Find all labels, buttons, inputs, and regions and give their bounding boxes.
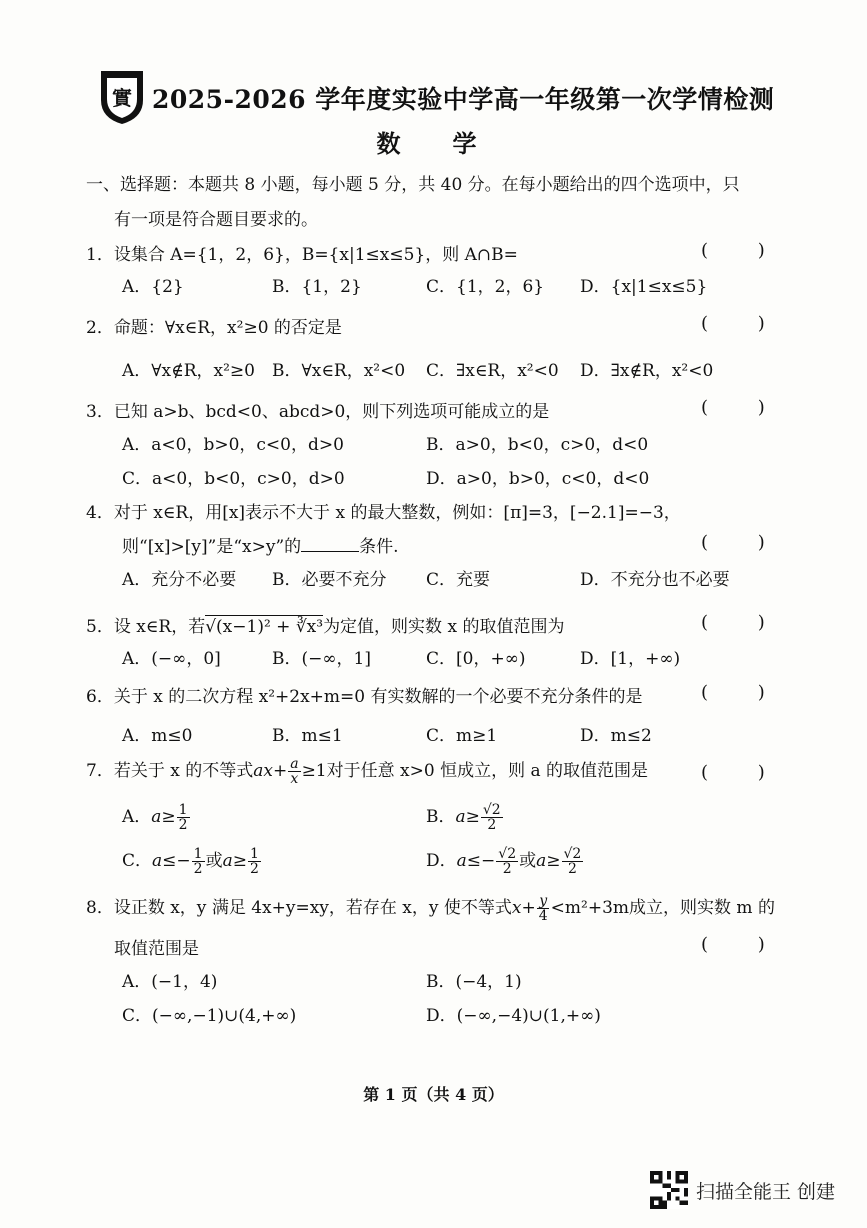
q2-option-b: B．∀x∈R，x²<0 (272, 361, 406, 381)
question-8-stem: 8．设正数 x，y 满足 4x+y=xy，若存在 x，y 使不等式x+ $\frac{y}{4}$ <m²+3m成立，则实数 m 的 (86, 893, 775, 924)
q7-option-c: C．a≤− $\frac{1}{2}$ 或a≥ $\frac{1}{2}$ (122, 846, 259, 877)
answer-paren: ( ) (701, 682, 787, 703)
q6-option-d: D．m≤2 (580, 726, 652, 746)
answer-blank (301, 537, 359, 552)
fraction-y-over-4: $\frac{y}{4}$ (538, 893, 548, 924)
q7-option-b: B．a≥ $\frac{√2}{2}$ (426, 802, 501, 833)
answer-paren: ( ) (701, 532, 787, 553)
fraction-a-over-x: $\frac{a}{x}$ (290, 756, 299, 787)
q1-option-d: D．{x|1≤x≤5} (580, 277, 708, 297)
answer-paren: ( ) (701, 313, 787, 334)
q4-stem-part: 条件. (359, 537, 399, 557)
q8-stem-part: <m²+3m成立，则实数 m 的 (550, 898, 775, 918)
scanner-watermark (650, 1171, 835, 1209)
section-instructions-line2: 有一项是符合题目要求的。 (114, 210, 318, 230)
page-number: 第 1 页（共 4 页） (363, 1085, 504, 1104)
q5-option-a: A．(−∞，0] (122, 649, 221, 669)
svg-text:實: 實 (112, 86, 132, 110)
question-4-stem: 4．对于 x∈R，用[x]表示不大于 x 的最大整数，例如：[π]=3，[−2.1]=−3， (86, 503, 681, 523)
subject-title: 数 学 (376, 129, 491, 158)
question-6-stem: 6．关于 x 的二次方程 x²+2x+m=0 有实数解的一个必要不充分条件的是 (86, 687, 643, 707)
q8-option-d: D．(−∞,−4)∪(1,+∞) (426, 1006, 601, 1026)
q2-option-a: A．∀x∉R，x²≥0 (122, 361, 255, 381)
answer-paren: ( ) (701, 397, 787, 418)
question-4-stem-line2 (122, 532, 399, 557)
answer-paren: ( ) (701, 240, 787, 261)
school-shield-logo (98, 68, 146, 126)
q5-option-c: C．[0，+∞) (426, 649, 526, 669)
answer-paren: ( ) (701, 612, 787, 633)
answer-paren: ( ) (701, 934, 787, 955)
qr-code-icon (650, 1171, 688, 1209)
watermark-label: 扫描全能王 创建 (696, 1180, 836, 1203)
q2-option-d: D．∃x∉R，x²<0 (580, 361, 714, 381)
q6-option-b: B．m≤1 (272, 726, 343, 746)
q4-stem-part: 则“[x]>[y]”是“x>y”的 (122, 537, 302, 557)
q5-stem-part: 5．设 x∈R，若 (86, 617, 206, 637)
q4-option-d: D．不充分也不必要 (580, 570, 730, 590)
q7-stem-part: ≥1对于任意 x>0 恒成立，则 a 的取值范围是 (301, 761, 649, 781)
q7-option-d: D．a≤− $\frac{√2}{2}$ 或a≥ $\frac{√2}{2}$ (426, 846, 582, 877)
q6-option-c: C．m≥1 (426, 726, 498, 746)
q2-option-c: C．∃x∈R，x²<0 (426, 361, 559, 381)
q3-option-a: A．a<0，b>0，c<0，d>0 (122, 435, 344, 455)
q5-stem-part: 为定值，则实数 x 的取值范围为 (323, 617, 565, 637)
question-8-stem-line2: 取值范围是 (114, 939, 199, 959)
q1-option-b: B．{1，2} (272, 277, 362, 297)
q7-option-a: A．a≥ $\frac{1}{2}$ (122, 802, 188, 833)
q3-option-b: B．a>0，b<0，c>0，d<0 (426, 435, 649, 455)
q3-option-d: D．a>0，b>0，c<0，d<0 (426, 469, 650, 489)
q8-option-a: A．(−1，4) (122, 972, 218, 992)
question-3-stem: 3．已知 a>b、bcd<0、abcd>0，则下列选项可能成立的是 (86, 402, 550, 422)
q4-option-b: B．必要不充分 (272, 570, 387, 590)
q1-option-c: C．{1，2，6} (426, 277, 545, 297)
q8-stem-part: 8．设正数 x，y 满足 4x+y=xy，若存在 x，y 使不等式 (86, 898, 512, 918)
section-instructions-line1: 一、选择题：本题共 8 小题，每小题 5 分，共 40 分。在每小题给出的四个选项中，只 (86, 175, 740, 195)
q4-option-c: C．充要 (426, 570, 491, 590)
q8-option-c: C．(−∞,−1)∪(4,+∞) (122, 1006, 297, 1026)
exam-title: 2025-2026 学年度实验中学高一年级第一次学情检测 (152, 85, 775, 114)
q4-option-a: A．充分不必要 (122, 570, 237, 590)
q3-option-c: C．a<0，b<0，c>0，d>0 (122, 469, 345, 489)
q5-radical-expression: √(x−1)² + ∛x³ (205, 617, 324, 637)
q7-stem-part: 7．若关于 x 的不等式 (86, 761, 254, 781)
q8-option-b: B．(−4，1) (426, 972, 522, 992)
question-1-stem: 1．设集合 A={1，2，6}，B={x|1≤x≤5}，则 A∩B= (86, 245, 518, 265)
question-7-stem: 7．若关于 x 的不等式ax+ $\frac{a}{x}$ ≥1对于任意 x>0 恒成立，则 a 的取值范围是 (86, 756, 649, 787)
q5-option-d: D．[1，+∞) (580, 649, 681, 669)
question-5-stem (86, 612, 564, 637)
q1-option-a: A．{2} (122, 277, 184, 297)
q6-option-a: A．m≤0 (122, 726, 193, 746)
question-2-stem: 2．命题：∀x∈R，x²≥0 的否定是 (86, 318, 342, 338)
q5-option-b: B．(−∞，1] (272, 649, 371, 669)
answer-paren: ( ) (701, 762, 787, 783)
